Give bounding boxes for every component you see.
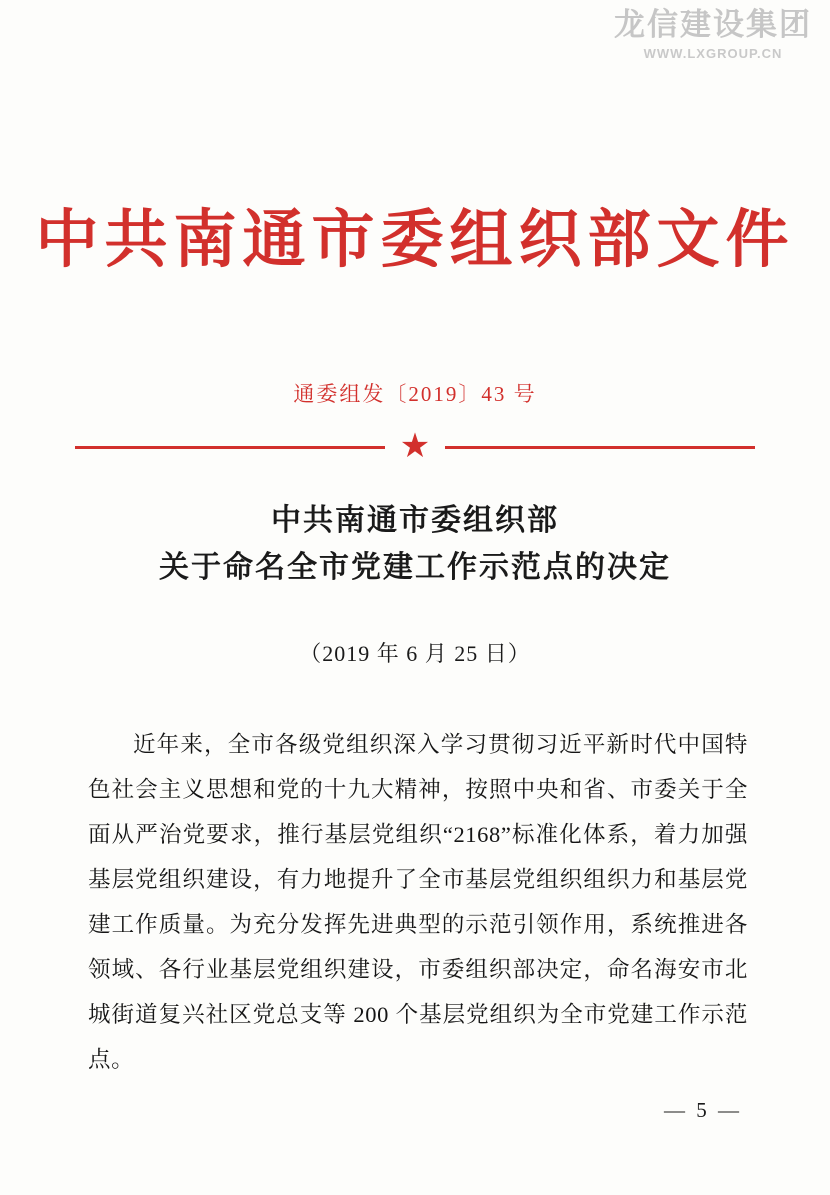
body-paragraph: 近年来，全市各级党组织深入学习贯彻习近平新时代中国特色社会主义思想和党的十九大精神，按照中央和省、市委关于全面从严治党要求，推行基层党组织“2168”标准化体系，着力加强基层党组织建设，有力地提升了全市基层党组织组织力和基层党建工作质量。为充分发挥先进典型的示范引领作用，系统推进各领域、各行业基层党组织建设，市委组织部决定，命名海安市北城街道复兴社区党总支等 200 个基层党组织为全市党建工作示范点。: [88, 732, 748, 1072]
title-issuer-line: 中共南通市委组织部: [271, 503, 559, 538]
page-title: [0, 498, 830, 591]
watermark: [614, 8, 812, 61]
watermark-company-name: 龙信建设集团: [614, 7, 812, 42]
watermark-website: WWW.LXGROUP.CN: [643, 46, 783, 62]
rule-line-left: [75, 446, 385, 449]
page-number: — 5 —: [664, 1098, 742, 1122]
red-separator-rule: [75, 428, 755, 466]
document-body: [88, 722, 748, 1082]
masthead: [0, 202, 830, 276]
masthead-title: 中共南通市委组织部文件: [35, 202, 795, 276]
document-number: 通委组发〔2019〕43 号: [293, 382, 537, 406]
rule-line-right: [445, 446, 755, 449]
document-date: （2019 年 6 月 25 日）: [299, 641, 531, 666]
star-icon: ★: [399, 428, 431, 465]
title-subject-line: 关于命名全市党建工作示范点的决定: [159, 549, 671, 585]
